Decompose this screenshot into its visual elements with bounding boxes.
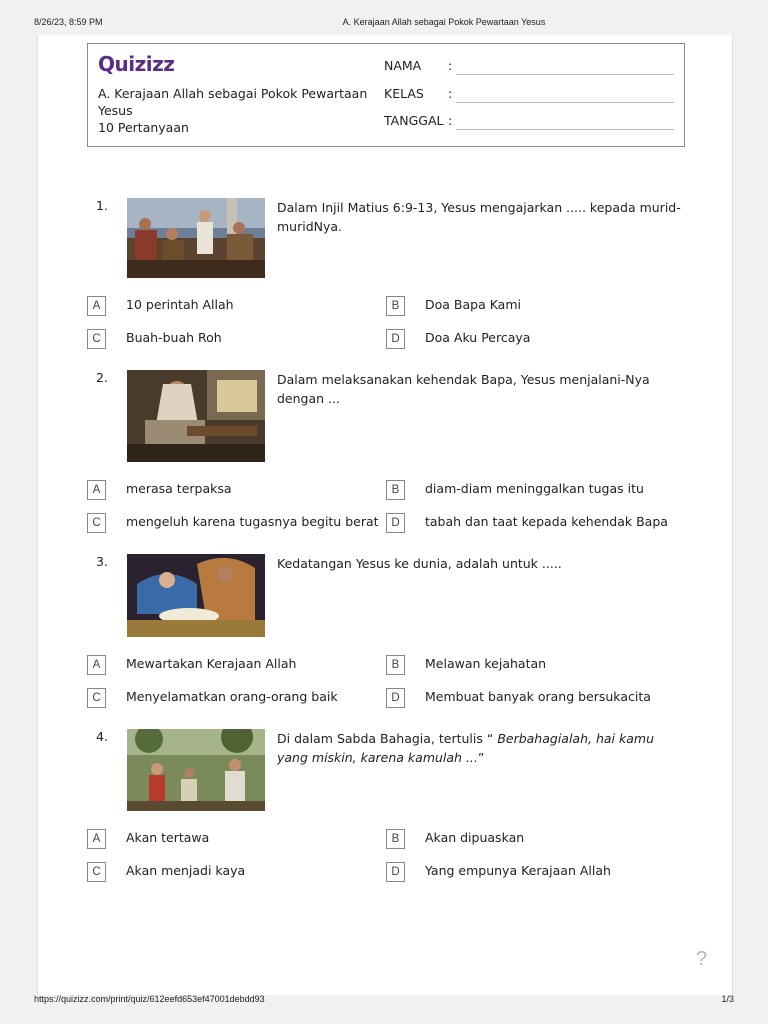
question-count: 10 Pertanyaan bbox=[98, 120, 189, 135]
option-letter-box: D bbox=[386, 329, 405, 349]
option-text: mengeluh karena tugasnya begitu berat bbox=[126, 514, 379, 529]
option-letter-box: A bbox=[87, 655, 106, 675]
option-text: Akan menjadi kaya bbox=[126, 863, 246, 878]
option-text: Membuat banyak orang bersukacita bbox=[425, 689, 651, 704]
option-letter-box: A bbox=[87, 829, 106, 849]
date-label: TANGGAL bbox=[384, 113, 444, 128]
option-letter-box: A bbox=[87, 480, 106, 500]
option-letter-box: B bbox=[386, 655, 405, 675]
question-number: 2. bbox=[96, 370, 108, 385]
page-number: 1/3 bbox=[721, 994, 734, 1004]
option-letter-box: C bbox=[87, 688, 106, 708]
quiz-sheet bbox=[37, 35, 733, 995]
option-text: diam-diam meninggalkan tugas itu bbox=[425, 481, 644, 496]
question-image-nativity bbox=[127, 554, 265, 637]
option-text: Akan tertawa bbox=[126, 830, 210, 845]
option-letter-box: B bbox=[386, 480, 405, 500]
option-letter-box: D bbox=[386, 862, 405, 882]
name-line[interactable] bbox=[456, 74, 674, 75]
option-text: Doa Aku Percaya bbox=[425, 330, 531, 345]
option-text: Buah-buah Roh bbox=[126, 330, 222, 345]
question-image-sermon-on-the-mount bbox=[127, 729, 265, 811]
class-field[interactable]: KELAS : bbox=[384, 86, 684, 104]
option-letter-box: A bbox=[87, 296, 106, 316]
question-mark-icon[interactable]: ? bbox=[696, 948, 708, 970]
option-letter-box: C bbox=[87, 329, 106, 349]
option-text: tabah dan taat kepada kehendak Bapa bbox=[425, 514, 668, 529]
option-text: merasa terpaksa bbox=[126, 481, 232, 496]
date-line[interactable] bbox=[456, 129, 674, 130]
print-url: https://quizizz.com/print/quiz/612eefd653ef47001debdd93 bbox=[34, 994, 265, 1004]
print-title: A. Kerajaan Allah sebagai Pokok Pewartaan Yesus bbox=[342, 17, 546, 27]
option-text: Melawan kejahatan bbox=[425, 656, 547, 671]
quiz-title: A. Kerajaan Allah sebagai Pokok Pewartaan Yesus bbox=[98, 86, 368, 118]
name-label: NAMA bbox=[384, 58, 422, 73]
question-image-jesus-carpenter bbox=[127, 370, 265, 462]
question-number: 1. bbox=[96, 198, 108, 213]
question-number: 3. bbox=[96, 554, 108, 569]
date-field[interactable]: TANGGAL : bbox=[384, 113, 684, 131]
class-label: KELAS bbox=[384, 86, 424, 101]
option-letter-box: D bbox=[386, 513, 405, 533]
option-letter-box: C bbox=[87, 862, 106, 882]
option-text: Akan dipuaskan bbox=[425, 830, 525, 845]
question-text: Dalam Injil Matius 6:9-13, Yesus mengajarkan ..... kepada murid-muridNya. bbox=[277, 200, 681, 234]
question-image-jesus-teaching bbox=[127, 198, 265, 278]
student-info-box bbox=[87, 43, 685, 147]
question-text: Di dalam Sabda Bahagia, tertulis “ Berbahagialah, hai kamu yang miskin, karena kamulah ...” bbox=[277, 731, 654, 765]
print-datetime: 8/26/23, 8:59 PM bbox=[34, 17, 103, 27]
option-letter-box: C bbox=[87, 513, 106, 533]
quizizz-logo: Quizizz bbox=[98, 52, 175, 76]
question-number: 4. bbox=[96, 729, 108, 744]
option-text: Yang empunya Kerajaan Allah bbox=[425, 863, 611, 878]
name-field[interactable]: NAMA : bbox=[384, 58, 684, 76]
class-line[interactable] bbox=[456, 102, 674, 103]
question-text: Kedatangan Yesus ke dunia, adalah untuk ..... bbox=[277, 556, 562, 571]
option-letter-box: B bbox=[386, 296, 405, 316]
option-text: Mewartakan Kerajaan Allah bbox=[126, 656, 297, 671]
option-text: Menyelamatkan orang-orang baik bbox=[126, 689, 338, 704]
option-text: 10 perintah Allah bbox=[126, 297, 234, 312]
question-text: Dalam melaksanakan kehendak Bapa, Yesus menjalani-Nya dengan ... bbox=[277, 372, 650, 406]
option-text: Doa Bapa Kami bbox=[425, 297, 521, 312]
option-letter-box: B bbox=[386, 829, 405, 849]
option-letter-box: D bbox=[386, 688, 405, 708]
